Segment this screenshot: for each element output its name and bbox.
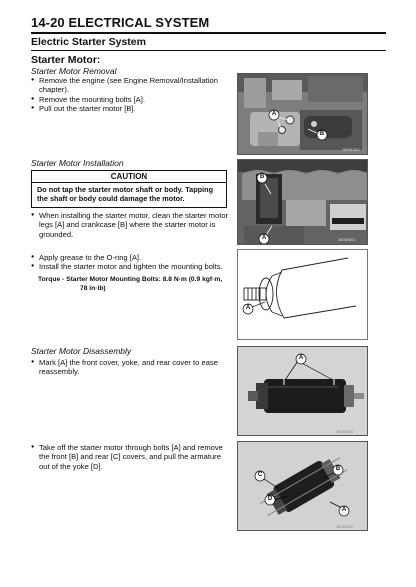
installation-heading: Starter Motor Installation <box>31 158 124 168</box>
removal-steps <box>31 76 229 113</box>
figure-starter-marks <box>237 346 368 436</box>
removal-step-1: ● Remove the engine (see Engine Removal/Installation chapter). <box>31 76 229 95</box>
callout-a: A <box>298 355 304 361</box>
figure-crankcase <box>237 159 368 245</box>
disassembly-step-1: ● Mark [A] the front cover, yoke, and rear cover to ease reassembly. <box>31 358 229 377</box>
installation-steps <box>31 211 229 239</box>
figure-id: J6060802 <box>338 237 356 242</box>
caution-box <box>31 170 227 208</box>
disassembly-heading: Starter Motor Disassembly <box>31 346 132 356</box>
callout-a: A <box>261 235 267 241</box>
disassembly-steps-2 <box>31 443 229 471</box>
subheader-divider <box>31 50 386 51</box>
callout-a: A <box>245 305 251 311</box>
removal-heading: Starter Motor Removal <box>31 66 117 76</box>
disassembly-steps <box>31 358 229 377</box>
caution-title: CAUTION <box>32 171 226 183</box>
caution-text: Do not tap the starter motor shaft or body. Tapping the shaft or body could damage the motor. <box>37 185 214 203</box>
figure-id: J6060502 <box>336 524 354 529</box>
callout-b: B <box>319 131 325 137</box>
figure-2-callouts <box>238 160 368 245</box>
disassembly-step-2: ● Take off the starter motor through bolts [A] and remove the front [B] and rear [C] covers, and pull the armature out of the yoke [D]. <box>31 443 229 471</box>
callout-b: B <box>259 174 265 180</box>
figure-starter-removal <box>237 73 368 155</box>
torque-spec-line-2: 78 in·lb) <box>80 285 106 292</box>
installation-step-2: ● Apply grease to the O-ring [A]. <box>31 253 229 262</box>
callout-c: C <box>257 472 263 478</box>
callout-a: A <box>341 507 347 513</box>
figure-id: J6061402 <box>342 147 360 152</box>
figure-id: J6060602 <box>336 429 354 434</box>
figure-1-callouts <box>238 74 368 155</box>
callout-a: A <box>271 111 277 117</box>
torque-spec-line-1: Torque - Starter Motor Mounting Bolts: 8.8 N·m (0.9 kgf·m, <box>38 276 223 283</box>
o-ring-line-drawing <box>238 250 368 340</box>
installation-steps-2 <box>31 253 229 272</box>
figure-starter-disassembly <box>237 441 368 531</box>
section-subtitle: Electric Starter System <box>31 36 146 48</box>
callout-d: D <box>267 496 273 502</box>
installation-step-3: ● Install the starter motor and tighten the mounting bolts. <box>31 262 229 271</box>
header-divider <box>31 32 386 34</box>
callout-b: B <box>335 466 341 472</box>
removal-step-2: ● Remove the mounting bolts [A]. <box>31 95 229 104</box>
page-title: 14-20 ELECTRICAL SYSTEM <box>31 15 210 30</box>
removal-step-3: ● Pull out the starter motor [B]. <box>31 104 229 113</box>
section-title: Starter Motor: <box>31 54 101 66</box>
installation-step-1: ● When installing the starter motor, clean the starter motor legs [A] and crankcase [B] where the starter motor is grounded. <box>31 211 229 239</box>
figure-5-callouts <box>238 442 368 531</box>
figure-o-ring <box>237 249 368 340</box>
